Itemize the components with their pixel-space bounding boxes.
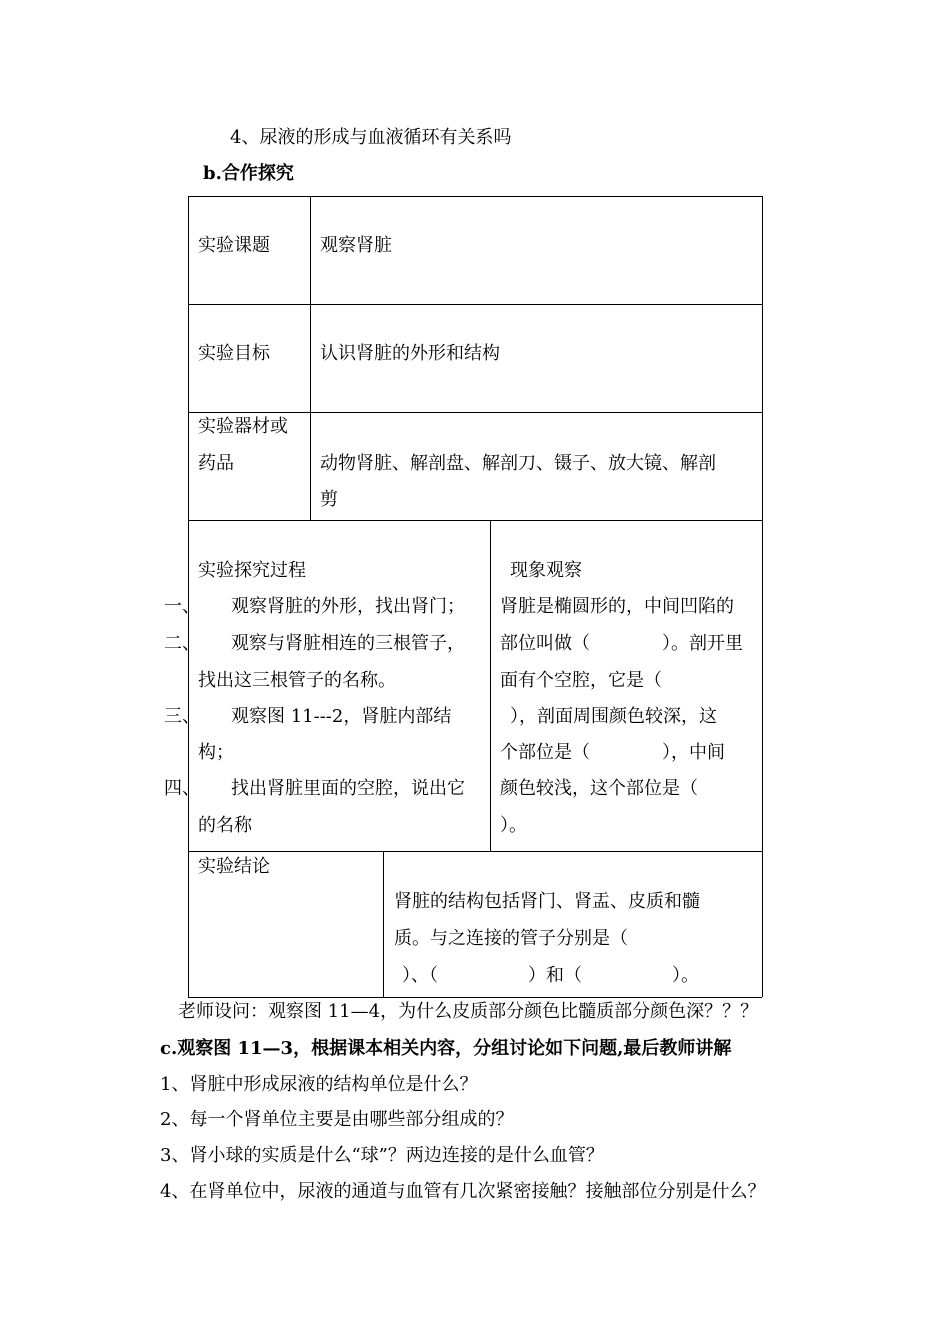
observation-line: ）。 (500, 815, 527, 836)
materials-value: 剪 (320, 489, 338, 510)
teacher-question: 老师设问：观察图 11—4，为什么皮质部分颜色比髓质部分颜色深？？？ (178, 1001, 759, 1022)
observe-header: 现象观察 (510, 560, 582, 581)
conclusion-text: 肾脏的结构包括肾门、肾盂、皮质和髓 (394, 891, 700, 912)
question-item: 2、每一个肾单位主要是由哪些部分组成的？ (160, 1109, 514, 1130)
observation-line: 颜色较浅，这个部位是（ (500, 778, 698, 799)
question-item: 1、肾脏中形成尿液的结构单位是什么？ (160, 1074, 478, 1095)
observation-line: 部位叫做（ ）。剖开里 (500, 633, 743, 654)
observation-line: ），剖面周围颜色较深，这 (510, 706, 717, 727)
step-text: 找出这三根管子的名称。 (198, 670, 396, 691)
step-marker: 四、 (164, 778, 200, 799)
observation-line: 个部位是（ ），中间 (500, 742, 725, 763)
observation-line: 肾脏是椭圆形的，中间凹陷的 (500, 596, 734, 617)
step-text: 构； (198, 742, 234, 763)
intro-question: 4、尿液的形成与血液循环有关系吗 (230, 127, 512, 148)
conclusion-label: 实验结论 (198, 856, 270, 877)
section-b-title: b.合作探究 (203, 163, 294, 184)
topic-value: 观察肾脏 (320, 235, 392, 256)
topic-label: 实验课题 (198, 235, 270, 256)
step-text: 找出肾脏里面的空腔，说出它 (231, 778, 465, 799)
step-marker: 一、 (164, 596, 200, 617)
materials-value: 动物肾脏、解剖盘、解剖刀、镊子、放大镜、解剖 (320, 453, 716, 474)
materials-label: 实验器材或 (198, 416, 288, 437)
materials-label: 药品 (198, 453, 234, 474)
step-marker: 二、 (164, 633, 200, 654)
step-text: 的名称 (198, 815, 252, 836)
step-text: 观察图 11---2，肾脏内部结 (231, 706, 452, 727)
step-text: 观察肾脏的外形，找出肾门； (231, 596, 465, 617)
step-marker: 三、 (164, 706, 200, 727)
conclusion-text: ）、（ ）和（ ）。 (402, 965, 699, 986)
section-c-title: c.观察图 11—3，根据课本相关内容，分组讨论如下问题,最后教师讲解 (160, 1038, 732, 1059)
goal-label: 实验目标 (198, 343, 270, 364)
question-item: 3、肾小球的实质是什么“球”？两边连接的是什么血管？ (160, 1145, 604, 1166)
step-text: 观察与肾脏相连的三根管子， (231, 633, 465, 654)
question-item: 4、在肾单位中，尿液的通道与血管有几次紧密接触？接触部位分别是什么？ (160, 1181, 766, 1202)
goal-value: 认识肾脏的外形和结构 (320, 343, 500, 364)
process-header: 实验探究过程 (198, 560, 306, 581)
observation-line: 面有个空腔，它是（ (500, 670, 662, 691)
conclusion-text: 质。与之连接的管子分别是（ (394, 928, 628, 949)
